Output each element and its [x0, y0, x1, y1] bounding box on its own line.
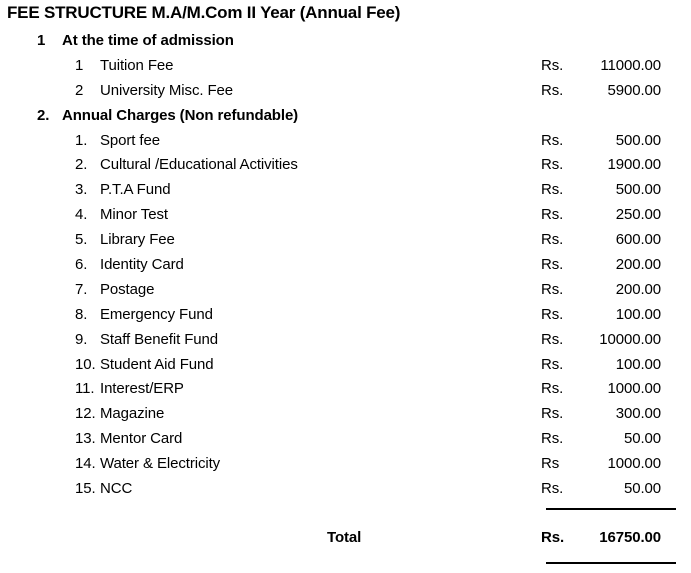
fee-item: [0, 156, 541, 173]
fee-item-row: [0, 302, 691, 327]
fee-item-row: [0, 476, 691, 501]
item-number: 8.: [75, 305, 88, 323]
section-header: [0, 32, 541, 49]
currency-label: Rs.: [541, 206, 564, 224]
item-number: 15.: [75, 479, 96, 497]
item-label: Identity Card: [100, 255, 184, 273]
amount-value: 1000.00: [607, 380, 661, 398]
fee-item: [0, 356, 541, 373]
item-number: 2: [75, 81, 84, 99]
fee-item-row: [0, 202, 691, 227]
total-separator-line-top: [546, 508, 676, 510]
fee-item: [0, 57, 541, 74]
fee-item-row: [0, 277, 691, 302]
item-label: Sport fee: [100, 131, 160, 149]
spacer: [0, 501, 691, 525]
amount-value: 500.00: [615, 181, 661, 199]
currency-label: Rs.: [541, 131, 564, 149]
currency-label: Rs.: [541, 380, 564, 398]
total-currency-label: Rs.: [541, 528, 565, 546]
currency-label: Rs.: [541, 255, 564, 273]
item-number: 1.: [75, 131, 88, 149]
total-label: Total: [327, 528, 362, 546]
item-number: 3.: [75, 181, 88, 199]
amount-value: 50.00: [623, 479, 661, 497]
item-number: 4.: [75, 206, 88, 224]
fee-item-row: [0, 401, 691, 426]
fee-item: [0, 256, 541, 273]
fee-item-row: [0, 227, 691, 252]
amount-value: 1000.00: [607, 455, 661, 473]
section-heading: Annual Charges (Non refundable): [62, 106, 299, 124]
item-label: Library Fee: [100, 231, 175, 249]
amount-value: 300.00: [615, 405, 661, 423]
amount-value: 100.00: [615, 355, 661, 373]
amount-value: 600.00: [615, 231, 661, 249]
fee-item-row: [0, 78, 691, 103]
currency-label: Rs.: [541, 81, 564, 99]
amount-value: 250.00: [615, 206, 661, 224]
fee-item-row: [0, 128, 691, 153]
item-number: 13.: [75, 430, 96, 448]
section-header: [0, 107, 541, 124]
item-label: P.T.A Fund: [100, 181, 171, 199]
section-number: 2.: [37, 106, 50, 124]
fee-item-row: [0, 177, 691, 202]
item-number: 9.: [75, 330, 88, 348]
item-label: Tuition Fee: [100, 56, 174, 74]
amount-value: 100.00: [615, 305, 661, 323]
item-number: 11.: [75, 380, 95, 398]
item-label: Magazine: [100, 405, 165, 423]
currency-label: Rs.: [541, 156, 564, 174]
fee-item-row: [0, 376, 691, 401]
fee-item: [0, 306, 541, 323]
fee-item: [0, 405, 541, 422]
item-number: 2.: [75, 156, 88, 174]
item-label: Emergency Fund: [100, 305, 213, 323]
fee-item: [0, 281, 541, 298]
item-label: Cultural /Educational Activities: [100, 156, 298, 174]
total-amount-value: 16750.00: [599, 528, 661, 546]
fee-item: [0, 181, 541, 198]
fee-table: [0, 28, 691, 550]
section-header-row: [0, 28, 691, 53]
item-number: 6.: [75, 255, 88, 273]
fee-item: [0, 231, 541, 248]
amount-value: 10000.00: [599, 330, 661, 348]
currency-label: Rs.: [541, 231, 564, 249]
currency-label: Rs.: [541, 479, 564, 497]
item-label: Student Aid Fund: [100, 355, 214, 373]
item-label: Mentor Card: [100, 430, 183, 448]
fee-item: [0, 380, 541, 397]
currency-label: Rs.: [541, 181, 564, 199]
amount-value: 1900.00: [607, 156, 661, 174]
fee-item-row: [0, 451, 691, 476]
amount-value: 200.00: [615, 280, 661, 298]
fee-item-row: [0, 252, 691, 277]
section-heading: At the time of admission: [62, 31, 234, 49]
item-label: University Misc. Fee: [100, 81, 234, 99]
page-title: FEE STRUCTURE M.A/M.Com II Year (Annual Fee): [7, 3, 401, 22]
total-separator-line-bottom: [546, 562, 676, 564]
total-row: [0, 525, 691, 550]
amount-value: 200.00: [615, 255, 661, 273]
currency-label: Rs.: [541, 56, 564, 74]
fee-item: [0, 480, 541, 497]
item-label: Postage: [100, 280, 155, 298]
item-number: 5.: [75, 231, 88, 249]
fee-item-row: [0, 152, 691, 177]
amount-value: 5900.00: [607, 81, 661, 99]
fee-item-row: [0, 53, 691, 78]
currency-label: Rs.: [541, 305, 564, 323]
item-number: 10.: [75, 355, 96, 373]
item-number: 12.: [75, 405, 96, 423]
item-label: Minor Test: [100, 206, 168, 224]
section-header-row: [0, 103, 691, 128]
item-number: 7.: [75, 280, 88, 298]
item-label: NCC: [100, 479, 133, 497]
currency-label: Rs.: [541, 330, 564, 348]
item-number: 14.: [75, 455, 96, 473]
amount-value: 11000.00: [600, 56, 661, 74]
fee-item-row: [0, 327, 691, 352]
fee-item: [0, 430, 541, 447]
item-label: Interest/ERP: [100, 380, 184, 398]
total-label-area: [0, 529, 541, 546]
currency-label: Rs.: [541, 405, 564, 423]
fee-item: [0, 455, 541, 472]
item-label: Water & Electricity: [100, 455, 221, 473]
currency-label: Rs: [541, 455, 560, 473]
item-label: Staff Benefit Fund: [100, 330, 219, 348]
currency-label: Rs.: [541, 355, 564, 373]
fee-item: [0, 132, 541, 149]
fee-item-row: [0, 352, 691, 377]
item-number: 1: [75, 56, 84, 74]
amount-value: 500.00: [615, 131, 661, 149]
amount-value: 50.00: [623, 430, 661, 448]
fee-item: [0, 331, 541, 348]
fee-item: [0, 206, 541, 223]
currency-label: Rs.: [541, 430, 564, 448]
fee-item-row: [0, 426, 691, 451]
fee-item: [0, 82, 541, 99]
currency-label: Rs.: [541, 280, 564, 298]
section-number: 1: [37, 31, 46, 49]
